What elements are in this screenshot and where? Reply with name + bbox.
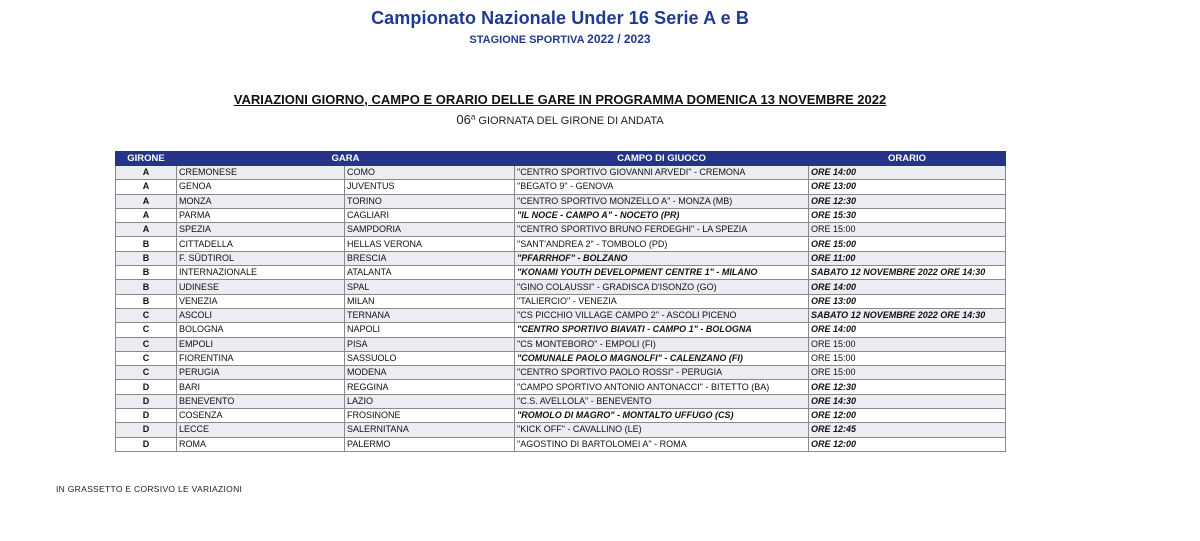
orario-cell: ORE 12:30 (809, 380, 1006, 394)
orario-cell: ORE 12:30 (809, 194, 1006, 208)
table-row (116, 380, 1006, 394)
girone-cell: B (116, 237, 177, 251)
table-row (116, 337, 1006, 351)
campo-cell: "IL NOCE - CAMPO A" - NOCETO (PR) (515, 208, 809, 222)
table-row (116, 208, 1006, 222)
away-team-cell: PALERMO (345, 437, 515, 451)
orario-cell: ORE 14:00 (809, 323, 1006, 337)
table-row (116, 308, 1006, 322)
variations-heading: VARIAZIONI GIORNO, CAMPO E ORARIO DELLE GARE IN PROGRAMMA DOMENICA 13 NOVEMBRE 2022 (233, 92, 887, 107)
column-header-campo: CAMPO DI GIUOCO (515, 152, 809, 166)
home-team-cell: SPEZIA (177, 223, 345, 237)
home-team-cell: PERUGIA (177, 366, 345, 380)
column-header-orario: ORARIO (809, 152, 1006, 166)
orario-cell: ORE 14:30 (809, 394, 1006, 408)
girone-cell: B (116, 251, 177, 265)
girone-cell: D (116, 409, 177, 423)
campo-cell: "CS MONTEBORO" - EMPOLI (FI) (515, 337, 809, 351)
girone-cell: A (116, 194, 177, 208)
championship-title: Campionato Nazionale Under 16 Serie A e B (371, 8, 749, 28)
orario-cell: ORE 12:45 (809, 423, 1006, 437)
girone-cell: A (116, 208, 177, 222)
orario-cell: ORE 13:00 (809, 180, 1006, 194)
home-team-cell: VENEZIA (177, 294, 345, 308)
campo-cell: "AGOSTINO DI BARTOLOMEI A" - ROMA (515, 437, 809, 451)
away-team-cell: LAZIO (345, 394, 515, 408)
table-row (116, 409, 1006, 423)
girone-cell: B (116, 294, 177, 308)
home-team-cell: UDINESE (177, 280, 345, 294)
table-header-row (116, 152, 1006, 166)
home-team-cell: BENEVENTO (177, 394, 345, 408)
table-row (116, 366, 1006, 380)
season-label: STAGIONE SPORTIVA (469, 34, 585, 46)
away-team-cell: TERNANA (345, 308, 515, 322)
home-team-cell: FIORENTINA (177, 351, 345, 365)
orario-cell: ORE 15:00 (809, 366, 1006, 380)
fixtures-table (115, 151, 1006, 452)
away-team-cell: PISA (345, 337, 515, 351)
home-team-cell: ASCOLI (177, 308, 345, 322)
away-team-cell: TORINO (345, 194, 515, 208)
home-team-cell: COSENZA (177, 409, 345, 423)
away-team-cell: MILAN (345, 294, 515, 308)
away-team-cell: SAMPDORIA (345, 223, 515, 237)
home-team-cell: BARI (177, 380, 345, 394)
season-line (0, 32, 1120, 46)
campo-cell: "CENTRO SPORTIVO PAOLO ROSSI" - PERUGIA (515, 366, 809, 380)
home-team-cell: CREMONESE (177, 166, 345, 180)
campo-cell: "TALIERCIO" - VENEZIA (515, 294, 809, 308)
girone-cell: C (116, 323, 177, 337)
table-row (116, 280, 1006, 294)
away-team-cell: HELLAS VERONA (345, 237, 515, 251)
home-team-cell: CITTADELLA (177, 237, 345, 251)
girone-cell: C (116, 337, 177, 351)
girone-cell: C (116, 308, 177, 322)
table-row (116, 223, 1006, 237)
orario-cell: ORE 12:00 (809, 437, 1006, 451)
away-team-cell: SPAL (345, 280, 515, 294)
home-team-cell: ROMA (177, 437, 345, 451)
girone-cell: D (116, 380, 177, 394)
away-team-cell: CAGLIARI (345, 208, 515, 222)
column-header-gara: GARA (177, 152, 515, 166)
round-ordinal: a (470, 112, 476, 122)
campo-cell: "C.S. AVELLOLA" - BENEVENTO (515, 394, 809, 408)
home-team-cell: F. SÜDTIROL (177, 251, 345, 265)
orario-cell: ORE 13:00 (809, 294, 1006, 308)
orario-cell: ORE 11:00 (809, 251, 1006, 265)
girone-cell: D (116, 394, 177, 408)
campo-cell: "ROMOLO DI MAGRO" - MONTALTO UFFUGO (CS) (515, 409, 809, 423)
home-team-cell: BOLOGNA (177, 323, 345, 337)
girone-cell: B (116, 280, 177, 294)
home-team-cell: EMPOLI (177, 337, 345, 351)
home-team-cell: INTERNAZIONALE (177, 266, 345, 280)
orario-cell: ORE 14:00 (809, 280, 1006, 294)
campo-cell: "COMUNALE PAOLO MAGNOLFI" - CALENZANO (FI) (515, 351, 809, 365)
away-team-cell: REGGINA (345, 380, 515, 394)
girone-cell: D (116, 437, 177, 451)
season-value: 2022 / 2023 (587, 32, 651, 46)
orario-cell: ORE 15:00 (809, 223, 1006, 237)
column-header-girone: GIRONE (116, 152, 177, 166)
girone-cell: A (116, 166, 177, 180)
table-row (116, 437, 1006, 451)
variations-note: IN GRASSETTO E CORSIVO LE VARIAZIONI (56, 484, 243, 494)
campo-cell: "SANT'ANDREA 2" - TOMBOLO (PD) (515, 237, 809, 251)
table-row (116, 180, 1006, 194)
campo-cell: "GINO COLAUSSI" - GRADISCA D'ISONZO (GO) (515, 280, 809, 294)
table-row (116, 394, 1006, 408)
orario-cell: ORE 15:00 (809, 237, 1006, 251)
girone-cell: B (116, 266, 177, 280)
fixtures-body (116, 166, 1006, 452)
girone-cell: A (116, 223, 177, 237)
table-row (116, 323, 1006, 337)
orario-cell: SABATO 12 NOVEMBRE 2022 ORE 14:30 (809, 266, 1006, 280)
home-team-cell: PARMA (177, 208, 345, 222)
table-row (116, 423, 1006, 437)
table-row (116, 166, 1006, 180)
round-heading (0, 112, 1120, 127)
round-label: GIORNATA DEL GIRONE DI ANDATA (478, 115, 664, 127)
orario-cell: ORE 12:00 (809, 409, 1006, 423)
home-team-cell: MONZA (177, 194, 345, 208)
orario-cell: ORE 15:30 (809, 208, 1006, 222)
round-number: 06 (456, 112, 471, 127)
away-team-cell: SASSUOLO (345, 351, 515, 365)
home-team-cell: LECCE (177, 423, 345, 437)
table-row (116, 266, 1006, 280)
campo-cell: "CS PICCHIO VILLAGE CAMPO 2" - ASCOLI PICENO (515, 308, 809, 322)
away-team-cell: NAPOLI (345, 323, 515, 337)
table-row (116, 194, 1006, 208)
campo-cell: "PFARRHOF" - BOLZANO (515, 251, 809, 265)
girone-cell: C (116, 366, 177, 380)
orario-cell: ORE 15:00 (809, 337, 1006, 351)
orario-cell: SABATO 12 NOVEMBRE 2022 ORE 14:30 (809, 308, 1006, 322)
girone-cell: A (116, 180, 177, 194)
table-row (116, 251, 1006, 265)
orario-cell: ORE 15:00 (809, 351, 1006, 365)
table-row (116, 294, 1006, 308)
table-row (116, 351, 1006, 365)
document-header (0, 8, 1120, 46)
campo-cell: "BEGATO 9" - GENOVA (515, 180, 809, 194)
campo-cell: "CENTRO SPORTIVO BIAVATI - CAMPO 1" - BOLOGNA (515, 323, 809, 337)
away-team-cell: MODENA (345, 366, 515, 380)
away-team-cell: COMO (345, 166, 515, 180)
away-team-cell: BRESCIA (345, 251, 515, 265)
away-team-cell: FROSINONE (345, 409, 515, 423)
away-team-cell: JUVENTUS (345, 180, 515, 194)
campo-cell: "CENTRO SPORTIVO BRUNO FERDEGHI" - LA SPEZIA (515, 223, 809, 237)
girone-cell: D (116, 423, 177, 437)
girone-cell: C (116, 351, 177, 365)
table-row (116, 237, 1006, 251)
campo-cell: "CAMPO SPORTIVO ANTONIO ANTONACCI" - BITETTO (BA) (515, 380, 809, 394)
home-team-cell: GENOA (177, 180, 345, 194)
away-team-cell: ATALANTA (345, 266, 515, 280)
campo-cell: "CENTRO SPORTIVO GIOVANNI ARVEDI" - CREMONA (515, 166, 809, 180)
campo-cell: "KICK OFF" - CAVALLINO (LE) (515, 423, 809, 437)
away-team-cell: SALERNITANA (345, 423, 515, 437)
orario-cell: ORE 14:00 (809, 166, 1006, 180)
campo-cell: "KONAMI YOUTH DEVELOPMENT CENTRE 1" - MILANO (515, 266, 809, 280)
campo-cell: "CENTRO SPORTIVO MONZELLO A" - MONZA (MB) (515, 194, 809, 208)
